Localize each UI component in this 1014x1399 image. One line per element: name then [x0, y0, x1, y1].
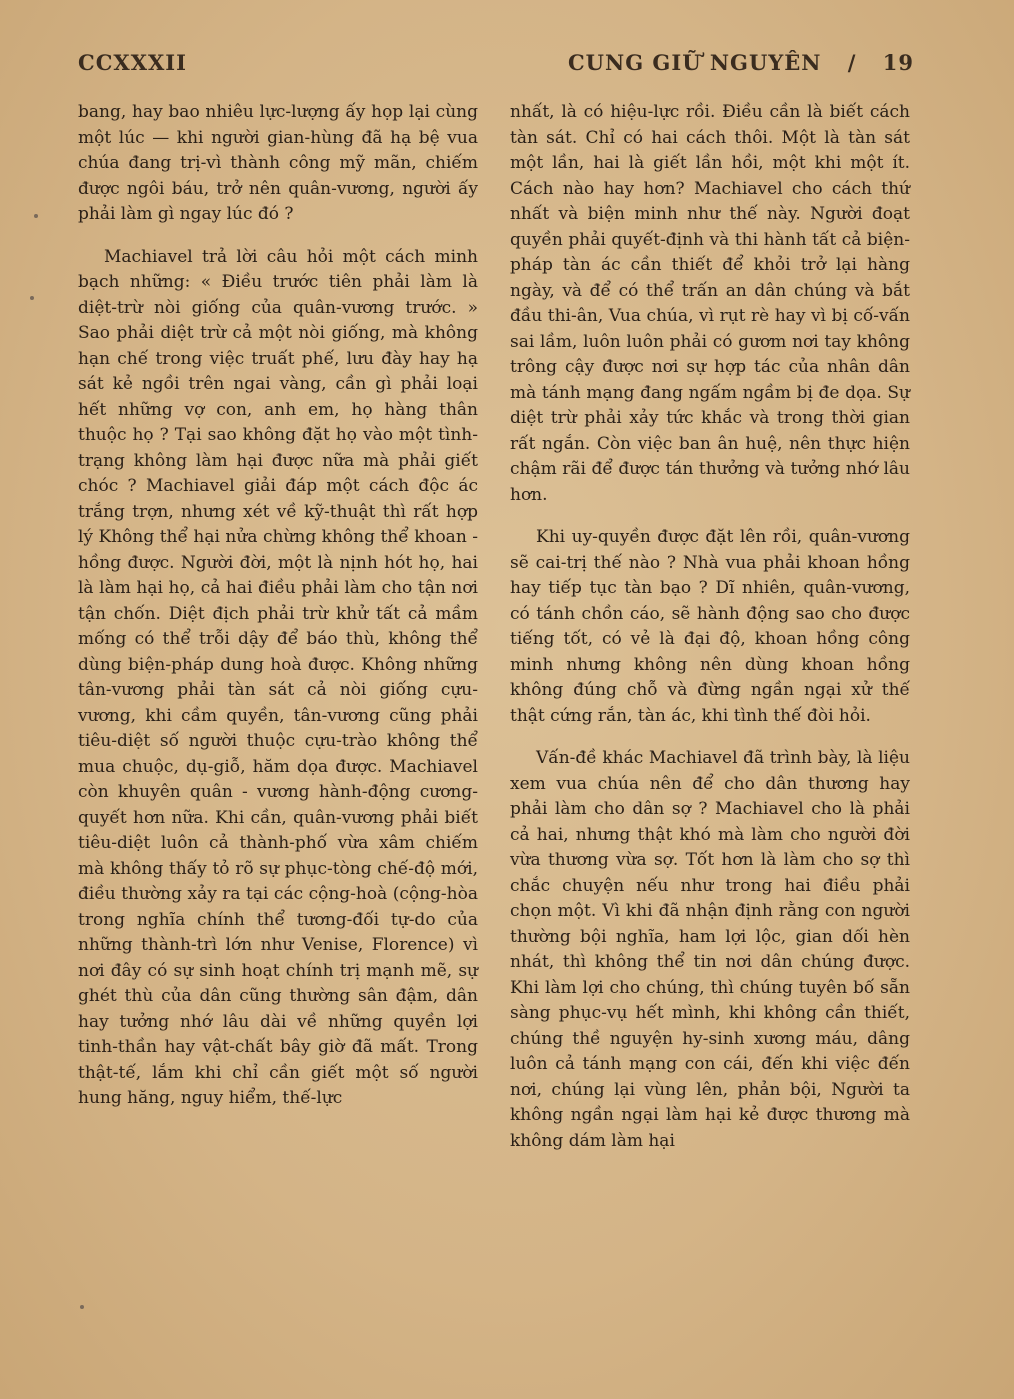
page-number: 19: [882, 50, 914, 75]
paragraph: Vấn-đề khác Machiavel đã trình bày, là liệu xem vua chúa nên để cho dân thương hay phải làm cho dân sợ ? Machiavel cho là phải cả hai, nhưng thật khó mà làm cho người đời vừa thương vừa sợ. Tốt hơn là làm cho sợ thì chắc chuyện nếu như trong hai điều phải chọn một. Vì khi đã nhận định rằng con người thường bội nghĩa, ham lợi lộc, gian dối hèn nhát, thì không thể tin nơi dân chúng được. Khi làm lợi cho chúng, thì chúng tuyên bố sẵn sàng phục-vụ hết mình, khi không cần thiết, chúng thề nguyện hy-sinh xương máu, dâng luôn cả tánh mạng con cái, đến khi việc đến nơi, chúng lại vùng lên, phản bội, Người ta không ngần ngại làm hại kẻ được thương mà không dám làm hại: [510, 748, 910, 1151]
paper-speck: [30, 296, 34, 300]
paragraph: bang, hay bao nhiêu lực-lượng ấy họp lại cùng một lúc — khi người gian-hùng đã hạ bệ vua chúa đang trị-vì thành công mỹ mãn, chiếm được ngôi báu, trở nên quân-vương, người ấy phải làm gì ngay lúc đó ?: [78, 102, 478, 224]
title-separator: /: [847, 50, 857, 75]
paragraph: nhất, là có hiệu-lực rồi. Điều cần là biết cách tàn sát. Chỉ có hai cách thôi. Một là tàn sát một lần, hai là giết lần hồi, một khi một ít. Cách nào hay hơn? Machiavel cho cách thứ nhất và biện minh như thế này. Người đoạt quyền phải quyết-định và thi hành tất cả biện-pháp tàn ác cần thiết để khỏi trở lại hàng ngày, và để có thể trấn an dân chúng và bắt đầu thi-ân, Vua chúa, vì rụt rè hay vì bị cố-vấn sai lầm, luôn luôn phải có gươm nơi tay không trông cậy được nơi sự hợp tác của nhân dân mà tánh mạng đang ngấm ngầm bị đe dọa. Sự diệt trừ phải xảy tức khắc và trong thời gian rất ngắn. Còn việc ban ân huệ, nên thực hiện chậm rãi để được tán thưởng và tưởng nhớ lâu hơn.: [510, 102, 910, 505]
left-column: [78, 100, 478, 1129]
page-header: [78, 50, 914, 82]
running-title-block: [568, 50, 914, 75]
paragraph: Machiavel trả lời câu hỏi một cách minh bạch những: « Điều trước tiên phải làm là diệt-trừ nòi giống của quân-vương trước. » Sao phải diệt trừ cả một nòi giống, mà không hạn chế trong việc truất phế, lưu đày hay hạ sát kẻ ngồi trên ngai vàng, cần gì phải loại hết những vợ con, anh em, họ hàng thân thuộc họ ? Tại sao không đặt họ vào một tình-trạng không làm hại được nữa mà phải giết chóc ? Machiavel giải đáp một cách độc ác trắng trợn, nhưng xét về kỹ-thuật thì rất hợp lý Không thể hại nửa chừng không thể khoan - hồng được. Người đời, một là nịnh hót họ, hai là làm hại họ, cả hai điều phải làm cho tận nơi tận chốn. Diệt địch phải trừ khử tất cả mầm mống có thể trỗi dậy để báo thù, không thể dùng biện-pháp dung hoà được. Không những tân-vương phải tàn sát cả nòi giống cựu-vương, khi cầm quyền, tân-vương cũng phải tiêu-diệt số người thuộc cựu-trào không thể mua chuộc, dụ-giỗ, hăm dọa được. Machiavel còn khuyên quân - vương hành-động cương-quyết hơn nữa. Khi cần, quân-vương phải biết tiêu-diệt luôn cả thành-phố vừa xâm chiếm mà không thấy tỏ rõ sự phục-tòng chế-độ mới, điều thường xảy ra tại các cộng-hoà (cộng-hòa trong nghĩa chính thể tương-đối tự-do của những thành-trì lớn như Venise, Florence) vì nơi đây có sự sinh hoạt chính trị mạnh mẽ, sự ghét thù của dân cũng thường sân đậm, dân hay tưởng nhớ lâu dài về những quyền lợi tinh-thần hay vật-chất bây giờ đã mất. Trong thật-tế, lắm khi chỉ cần giết một số người hung hăng, nguy hiểm, thế-lực: [78, 246, 478, 1108]
section-number: CCXXXII: [78, 50, 187, 75]
paper-speck: [80, 1305, 84, 1309]
running-title: CUNG GIỮ NGUYÊN: [567, 50, 822, 75]
paragraph: Khi uy-quyền được đặt lên rồi, quân-vương sẽ cai-trị thế nào ? Nhà vua phải khoan hồng hay tiếp tục tàn bạo ? Dĩ nhiên, quân-vương, có tánh chồn cáo, sẽ hành động sao cho được tiếng tốt, có vẻ là đại độ, khoan hồng công minh nhưng không nên dùng khoan hồng không đúng chỗ và đừng ngần ngại xử thế thật cứng rắn, tàn ác, khi tình thế đòi hỏi.: [510, 527, 910, 726]
paper-speck: [34, 214, 38, 218]
right-column: [510, 100, 910, 1171]
